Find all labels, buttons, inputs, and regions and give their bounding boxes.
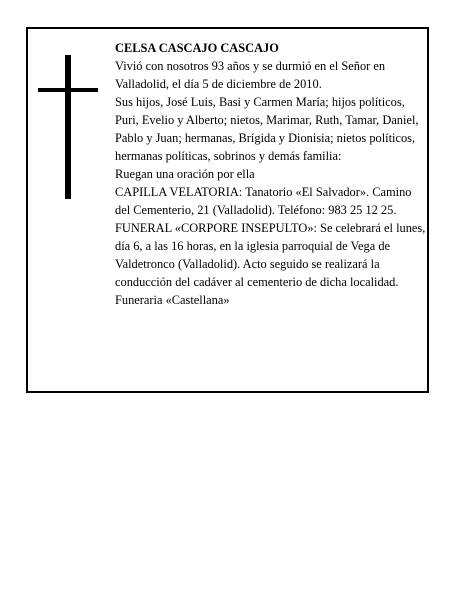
notice-text [115, 39, 427, 309]
deceased-name: CELSA CASCAJO CASCAJO [115, 41, 279, 55]
obituary-notice [26, 27, 429, 393]
cross-horizontal-bar [38, 88, 98, 92]
latin-cross-icon [38, 55, 98, 199]
family-list: Sus hijos, José Luis, Basi y Carmen María; hijos políticos, Puri, Evelio y Alberto; nietos, Marimar, Ruth, Tamar, Daniel, Pablo y Juan; hermanas, Brígida y Dionisia; nietos políticos, hermanas políticas, sobrinos y demás familia: [115, 95, 419, 163]
cross-vertical-bar [65, 55, 71, 199]
funeral-info: FUNERAL «CORPORE INSEPULTO»: Se celebrará el lunes, día 6, a las 16 horas, en la iglesia parroquial de Vega de Valdetronco (Valladolid). Acto seguido se realizará la conducción del cadáver al cementerio de dicha localidad. [115, 221, 426, 289]
prayer-request: Ruegan una oración por ella [115, 167, 255, 181]
funeral-home: Funeraria «Castellana» [115, 293, 230, 307]
death-announcement: Vivió con nosotros 93 años y se durmió en el Señor en Valladolid, el día 5 de diciembre de 2010. [115, 59, 386, 91]
wake-chapel-info: CAPILLA VELATORIA: Tanatorio «El Salvador». Camino del Cementerio, 21 (Valladolid). Teléfono: 983 25 12 25. [115, 185, 412, 217]
